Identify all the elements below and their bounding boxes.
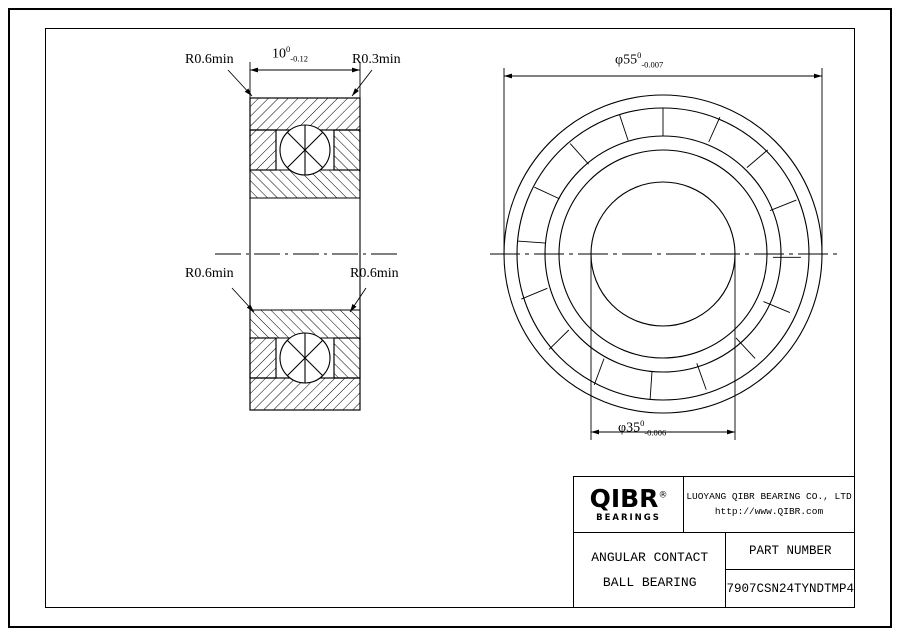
logo-wordmark bbox=[590, 486, 668, 511]
logo-text: QIBR bbox=[589, 484, 659, 513]
width-lower-tolerance: -0.12 bbox=[290, 53, 308, 64]
front-view bbox=[490, 82, 840, 413]
bore-lower-tolerance: -0.006 bbox=[644, 427, 667, 438]
company-website: http://www.QIBR.com bbox=[714, 505, 824, 517]
radius-label-top-left: R0.6min bbox=[185, 52, 234, 67]
part-number-label: PART NUMBER bbox=[726, 533, 854, 570]
part-number-value: 7907CSN24TYNDTMP4 bbox=[726, 582, 854, 596]
bore-diameter-dimension-lines bbox=[591, 254, 735, 440]
company-info bbox=[684, 477, 854, 532]
width-upper-tolerance: 0 bbox=[286, 44, 291, 54]
company-name: LUOYANG QIBR BEARING CO., LTD bbox=[686, 491, 852, 503]
product-description-line1: ANGULAR CONTACT bbox=[591, 549, 709, 565]
od-upper-tolerance: 0 bbox=[637, 50, 642, 60]
company-logo bbox=[574, 477, 684, 532]
width-dimension-label bbox=[272, 44, 308, 63]
bore-nominal: 35 bbox=[626, 420, 641, 436]
bore-diameter-label bbox=[618, 418, 666, 437]
bore-upper-tolerance: 0 bbox=[640, 418, 645, 428]
width-nominal: 10 bbox=[272, 46, 286, 62]
section-view bbox=[215, 98, 400, 410]
title-block bbox=[573, 476, 855, 608]
part-number-block bbox=[726, 533, 854, 608]
registered-trademark-icon: ® bbox=[658, 490, 668, 501]
outer-diameter-dimension-lines bbox=[504, 68, 822, 254]
radius-label-top-right: R0.3min bbox=[352, 52, 401, 67]
od-lower-tolerance: -0.007 bbox=[641, 59, 664, 70]
logo-subtitle: BEARINGS bbox=[596, 513, 661, 523]
radius-label-bottom-left: R0.6min bbox=[185, 266, 234, 281]
od-symbol: φ bbox=[615, 52, 624, 68]
bore-symbol: φ bbox=[618, 420, 627, 436]
width-dimension-lines bbox=[250, 62, 360, 98]
radius-label-bottom-right: R0.6min bbox=[350, 266, 399, 281]
product-description bbox=[574, 533, 726, 608]
title-block-header-row bbox=[574, 477, 854, 533]
od-nominal: 55 bbox=[623, 52, 638, 68]
outer-diameter-label bbox=[615, 50, 663, 69]
product-description-line2: BALL BEARING bbox=[602, 574, 697, 590]
title-block-bottom-row bbox=[574, 533, 854, 608]
